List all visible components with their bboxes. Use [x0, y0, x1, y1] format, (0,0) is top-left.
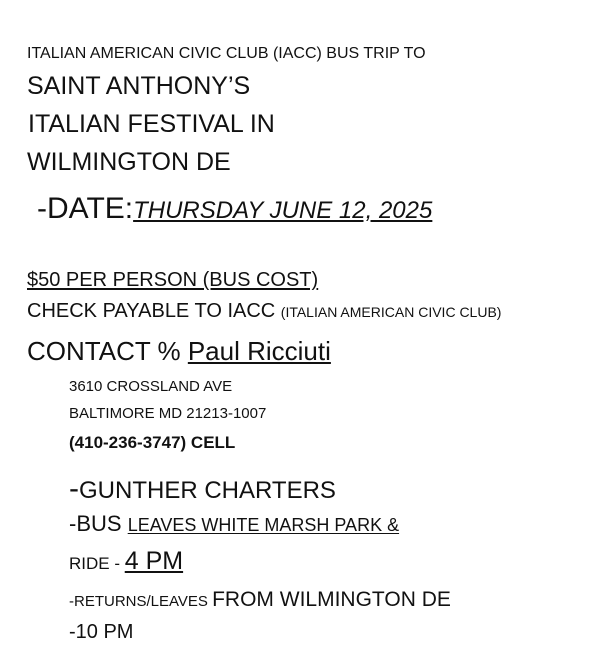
- check-payable-text: CHECK PAYABLE TO IACC: [27, 300, 281, 322]
- returns-location: FROM WILMINGTON DE: [212, 588, 451, 611]
- departure-time: 4 PM: [124, 547, 184, 575]
- title-line-1: SAINT ANTHONY’S: [27, 72, 251, 100]
- date-value: THURSDAY JUNE 12, 2025: [133, 197, 433, 224]
- intro-text: ITALIAN AMERICAN CIVIC CLUB (IACC) BUS TRIP TO: [27, 45, 426, 62]
- contact-name: Paul Ricciuti: [187, 336, 331, 366]
- charter-dash: -: [69, 472, 79, 505]
- contact-label: CONTACT %: [27, 336, 188, 366]
- bus-departure-location: LEAVES WHITE MARSH PARK &: [127, 515, 400, 535]
- title-line-3: WILMINGTON DE: [27, 148, 231, 176]
- club-full-name: (ITALIAN AMERICAN CIVIC CLUB): [280, 304, 502, 320]
- date-line: [37, 194, 432, 224]
- check-payable-line: [27, 301, 501, 321]
- charter-company: GUNTHER CHARTERS: [79, 477, 336, 504]
- phone-number: (410-236-3747) CELL: [69, 433, 236, 452]
- ride-prefix: RIDE -: [69, 554, 125, 573]
- address-line-1: 3610 CROSSLAND AVE: [69, 378, 233, 395]
- charter-line: [69, 474, 336, 504]
- returns-line: [69, 589, 451, 610]
- returns-label: -RETURNS/LEAVES: [69, 593, 213, 610]
- address-line-2: BALTIMORE MD 21213-1007: [69, 405, 267, 422]
- date-label: -DATE:: [37, 192, 134, 225]
- contact-line: [27, 338, 331, 364]
- ride-line: [69, 549, 183, 574]
- bus-line: [69, 513, 399, 535]
- return-time: -10 PM: [69, 621, 134, 643]
- price-text: $50 PER PERSON (BUS COST): [27, 269, 319, 291]
- title-line-2: ITALIAN FESTIVAL IN: [28, 110, 275, 138]
- bus-prefix: -BUS: [69, 511, 128, 536]
